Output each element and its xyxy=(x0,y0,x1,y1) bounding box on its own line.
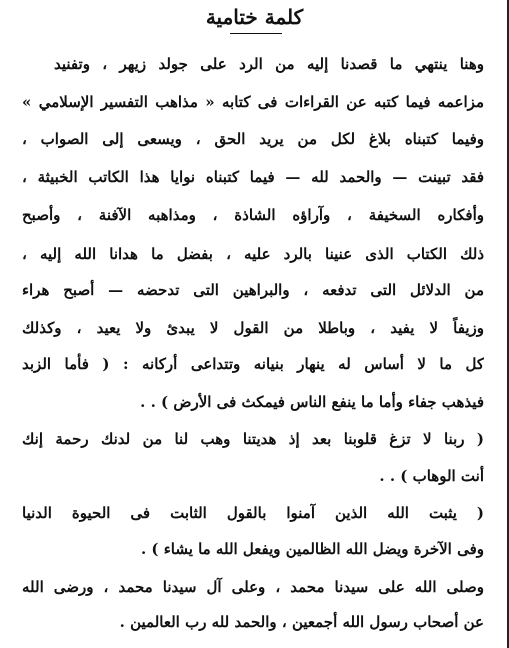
text-line-4: فقد تبينت — والحمد لله — فيما كتبناه نوايا هذا الكاتب الخبيثة ، xyxy=(22,168,484,186)
text-line-10: فيذهب جفاء وأما ما ينفع الناس فيمكث فى الأرض ) . . xyxy=(140,393,484,411)
text-line-6: ذلك الكتاب الذى عنينا بالرد عليه ، بفضل ما هدانا الله إليه ، xyxy=(22,245,484,263)
text-line-11: ( ربنا لا تزغ قلوبنا بعد إذ هديتنا وهب لنا من لدنك رحمة إنك xyxy=(22,430,484,448)
text-line-12: أنت الوهاب ) . . xyxy=(379,467,484,485)
text-line-2: مزاعمه فيما كتبه عن القراءات فى كتابه « مذاهب التفسير الإسلامي » xyxy=(22,93,484,111)
text-line-7: من الدلائل التى تدفعه ، والبراهين التى تدحضه — أصبح هراء xyxy=(22,281,484,299)
title-underline xyxy=(230,33,282,34)
text-line-8: وزيفاً لا يفيد ، وباطلا من القول لا يبدئ ولا يعيد ، وكذلك xyxy=(22,319,484,337)
text-line-9: كل ما لا أساس له ينهار بنيانه وتتداعى أركانه : ( فأما الزبد xyxy=(22,355,484,373)
text-line-3: وفيما كتبناه بلاغ لكل من يريد الحق ، ويسعى إلى الصواب ، xyxy=(22,130,484,148)
text-line-1: وهنا ينتهي ما قصدنا إليه من الرد على جولد زيهر ، وتفنيد xyxy=(54,55,484,73)
page-title: كلمة ختامية xyxy=(205,5,304,29)
text-line-15: وصلى الله على سيدنا محمد ، وعلى آل سيدنا محمد ، ورضى الله xyxy=(22,578,484,596)
text-line-5: وأفكاره السخيفة ، وآراؤه الشاذة ، ومذاهبه الآفنة ، وأصبح xyxy=(22,206,484,224)
text-line-14: وفى الآخرة ويضل الله الظالمين ويفعل الله ما يشاء ) . xyxy=(140,540,484,558)
text-line-13: ( يثبت الله الذين آمنوا بالقول الثابت فى الحيوة الدنيا xyxy=(22,504,484,522)
text-line-16: عن أصحاب رسول الله أجمعين ، والحمد لله رب العالمين . xyxy=(119,613,484,631)
